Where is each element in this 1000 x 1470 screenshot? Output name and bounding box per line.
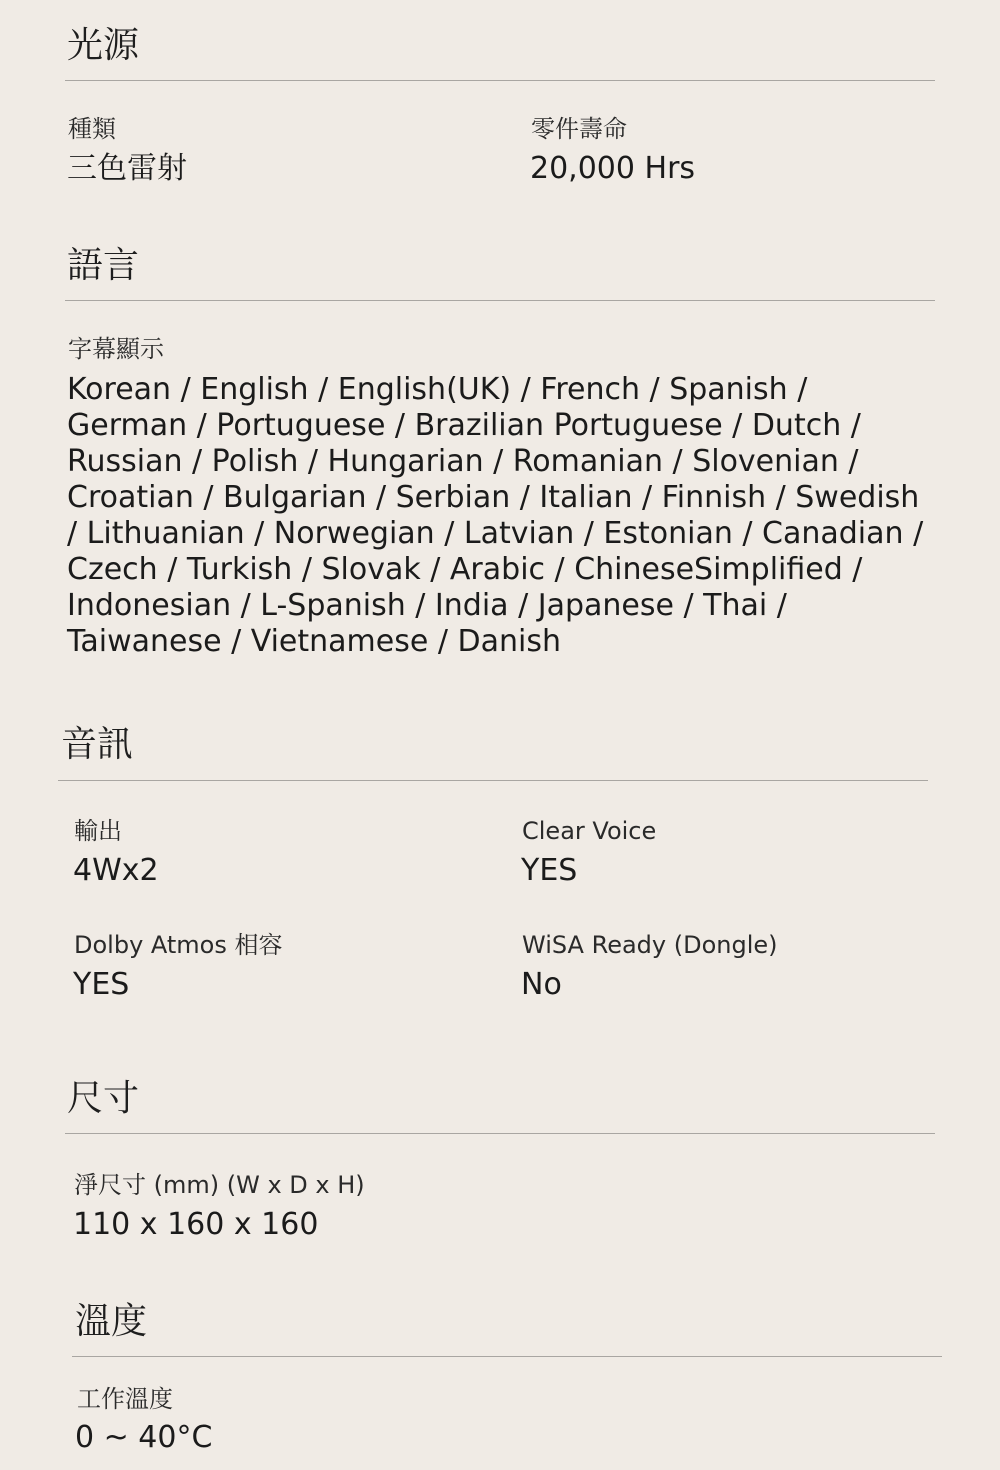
field-value-net-dimensions: 110 x 160 x 160 bbox=[73, 1207, 319, 1242]
field-value-clear-voice: YES bbox=[521, 853, 578, 888]
section-divider bbox=[72, 1356, 942, 1357]
field-value-output: 4Wx2 bbox=[73, 853, 159, 888]
section-title: 音訊 bbox=[61, 724, 134, 765]
field-label-operating-temperature: 工作溫度 bbox=[77, 1385, 173, 1413]
field-label-dolby-atmos: Dolby Atmos 相容 bbox=[74, 931, 283, 959]
field-value-subtitle-languages: Korean / English / English(UK) / French / Spanish / German / Portuguese / Brazilian Portuguese / Dutch / Russian / Polish / Hungarian / Romanian / Slovenian / Croatian / Bulgarian / Serbian / Italian / Finnish / Swedish / Lithuanian / Norwegian / Latvian / Estonian / Canadian / Czech / Turkish / Slovak / Arabic / ChineseSimplified / Indonesian / L-Spanish / India / Japanese / Thai / Taiwanese / Vietnamese / Danish bbox=[67, 372, 924, 659]
field-value-operating-temperature: 0 ~ 40°C bbox=[75, 1420, 213, 1455]
field-label-clear-voice: Clear Voice bbox=[522, 817, 657, 845]
section-title: 溫度 bbox=[75, 1301, 148, 1342]
field-value-type: 三色雷射 bbox=[67, 151, 187, 186]
section-title: 光源 bbox=[67, 25, 140, 66]
field-label-subtitle-display: 字幕顯示 bbox=[68, 335, 164, 363]
field-label-net-dimensions: 淨尺寸 (mm) (W x D x H) bbox=[74, 1171, 365, 1199]
field-value-dolby-atmos: YES bbox=[73, 967, 130, 1002]
field-label-wisa-ready: WiSA Ready (Dongle) bbox=[522, 931, 778, 959]
field-value-part-lifetime: 20,000 Hrs bbox=[530, 151, 696, 186]
field-value-wisa-ready: No bbox=[521, 967, 562, 1002]
section-title: 語言 bbox=[67, 245, 140, 286]
field-label-output: 輸出 bbox=[74, 817, 122, 845]
section-divider bbox=[65, 80, 935, 81]
section-title: 尺寸 bbox=[67, 1078, 140, 1119]
field-label-type: 種類 bbox=[68, 115, 116, 143]
field-label-part-lifetime: 零件壽命 bbox=[531, 115, 627, 143]
section-divider bbox=[58, 780, 928, 781]
section-divider bbox=[65, 300, 935, 301]
section-divider bbox=[65, 1133, 935, 1134]
